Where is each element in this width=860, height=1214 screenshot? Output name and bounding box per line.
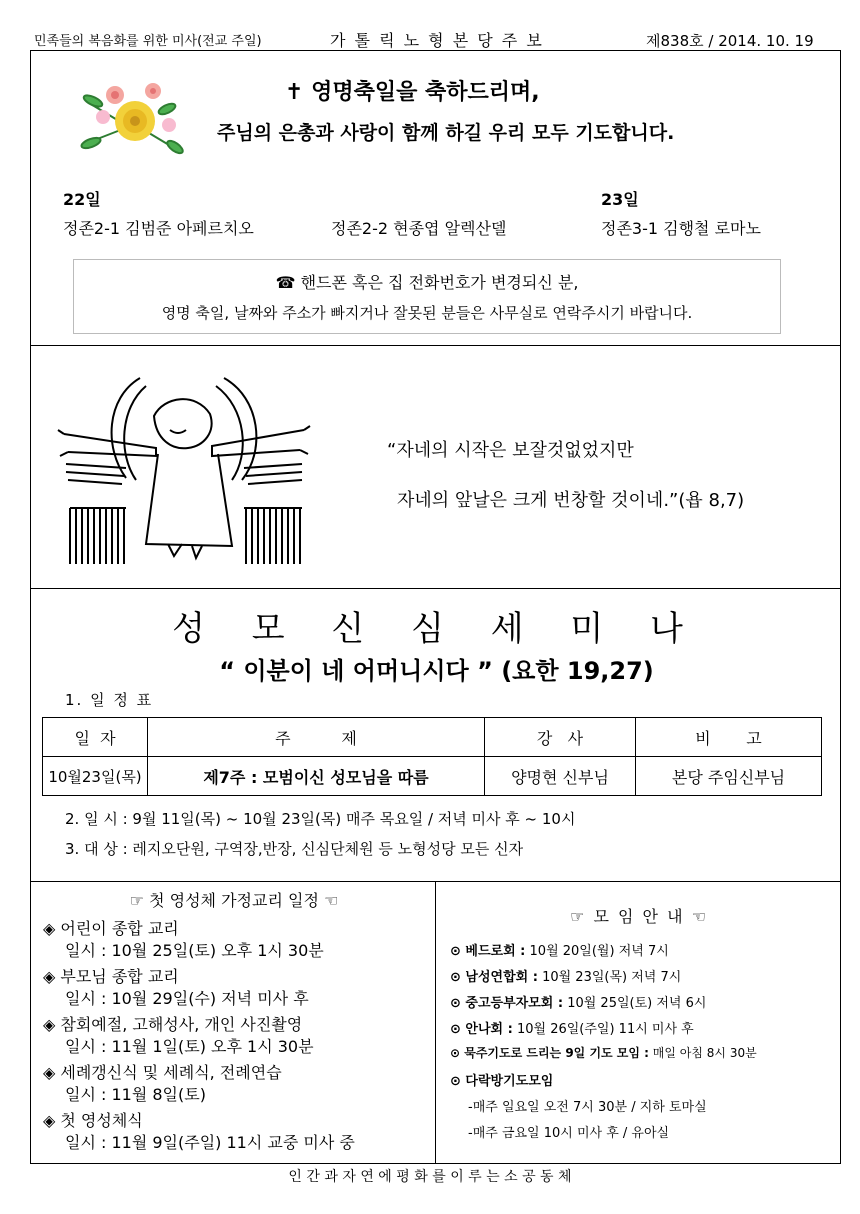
meeting-item-5-detail: 매일 아침 8시 30분 xyxy=(648,1046,757,1060)
communion-item-1-title: ◈ 어린이 종합 교리 xyxy=(43,919,179,938)
communion-title: ☞ 첫 영성체 가정교리 일정 ☜ xyxy=(129,891,339,910)
table-cell-note: 본당 주임신부님 xyxy=(636,757,822,796)
contact-notice-line-2: 영명 축일, 날짜와 주소가 빠지거나 잘못된 분들은 사무실로 연락주시기 바랍니다. xyxy=(161,304,693,322)
contact-notice-line-1: ☎ 핸드폰 혹은 집 전화번호가 변경되신 분, xyxy=(275,273,579,292)
schedule-label: 1. 일 정 표 xyxy=(65,691,154,709)
meeting-item-1-name: ⊙ 베드로회 : xyxy=(450,944,526,959)
seminar-title: 성 모 신 심 세 미 나 xyxy=(172,609,701,649)
meeting-item-5 xyxy=(450,1044,757,1061)
communion-item-2-date: 일시 : 10월 29일(수) 저녁 미사 후 xyxy=(65,989,309,1008)
flower-bouquet-icon xyxy=(79,73,187,159)
seminar-when: 2. 일 시 : 9월 11일(목) ~ 10월 23일(목) 매주 목요일 / 저녁 미사 후 ~ 10시 xyxy=(65,810,576,828)
meeting-item-2-name: ⊙ 남성연합회 : xyxy=(450,970,538,985)
meetings-title: ☞ 모 임 안 내 ☜ xyxy=(570,907,708,926)
footer-motto: 인 간 과 자 연 에 평 화 를 이 루 는 소 공 동 체 xyxy=(288,1169,572,1185)
communion-item-3-date: 일시 : 11월 1일(토) 오후 1시 30분 xyxy=(65,1037,314,1056)
table-header-speaker: 강 사 xyxy=(485,718,636,757)
seminar-section xyxy=(30,588,841,882)
table-header-date: 일 자 xyxy=(43,718,148,757)
nameday-subtitle: 주님의 은총과 사랑이 함께 하길 우리 모두 기도합니다. xyxy=(217,122,675,144)
meeting-item-2 xyxy=(450,966,681,985)
quote-line-2: 자네의 앞날은 크게 번창할 것이네.”(욥 8,7) xyxy=(397,490,745,511)
table-cell-topic: 제7주 : 모범이신 성모님을 따름 xyxy=(148,757,485,796)
communion-item-2-title: ◈ 부모님 종합 교리 xyxy=(43,967,179,986)
meeting-item-4-name: ⊙ 안나회 : xyxy=(450,1022,513,1037)
meeting-item-4 xyxy=(450,1018,694,1037)
meeting-upper-room-schedule-1: -매주 일요일 오전 7시 30분 / 지하 토마실 xyxy=(468,1100,707,1115)
table-row xyxy=(43,757,822,796)
nameday-person-3: 정존3-1 김행철 로마노 xyxy=(601,219,761,238)
meeting-item-3-detail: 10월 25일(토) 저녁 6시 xyxy=(563,996,707,1011)
meeting-item-2-detail: 10월 23일(목) 저녁 7시 xyxy=(537,970,682,985)
quote-section xyxy=(30,345,841,589)
meetings-section xyxy=(435,881,841,1164)
communion-item-3-title: ◈ 참회예절, 고해성사, 개인 사진촬영 xyxy=(43,1015,303,1034)
header-issue-date: 제838호 / 2014. 10. 19 xyxy=(646,32,814,50)
contact-notice-box xyxy=(73,259,781,334)
seminar-subtitle: “ 이분이 네 어머니시다 ” (요한 19,27) xyxy=(219,657,654,685)
nameday-day-23: 23일 xyxy=(601,190,639,209)
header-bulletin-name: 가 톨 릭 노 형 본 당 주 보 xyxy=(330,31,544,50)
meeting-item-6 xyxy=(450,1070,553,1089)
nameday-title: ✝ 영명축일을 축하드리며, xyxy=(285,80,540,105)
table-header-note: 비 고 xyxy=(636,718,822,757)
nameday-day-22: 22일 xyxy=(63,190,101,209)
communion-item-4-title: ◈ 세례갱신식 및 세례식, 전례연습 xyxy=(43,1063,282,1082)
meeting-item-4-detail: 10월 26일(주일) 11시 미사 후 xyxy=(512,1022,694,1037)
meeting-item-5-name: ⊙ 묵주기도로 드리는 9일 기도 모임 : xyxy=(450,1046,649,1060)
seminar-who: 3. 대 상 : 레지오단원, 구역장,반장, 신심단체원 등 노형성당 모든 신자 xyxy=(65,840,524,858)
table-header-topic: 주 제 xyxy=(148,718,485,757)
risen-figure-illustration-icon xyxy=(56,368,316,564)
seminar-schedule-table xyxy=(42,717,822,796)
meeting-item-1 xyxy=(450,940,669,959)
communion-item-4-date: 일시 : 11월 8일(토) xyxy=(65,1085,206,1104)
nameday-section xyxy=(30,50,841,346)
communion-item-5-date: 일시 : 11월 9일(주일) 11시 교중 미사 중 xyxy=(65,1133,355,1152)
nameday-person-2: 정존2-2 현종엽 알렉산델 xyxy=(331,219,507,238)
meeting-item-3-name: ⊙ 중고등부자모회 : xyxy=(450,996,564,1011)
meeting-item-1-detail: 10월 20일(월) 저녁 7시 xyxy=(525,944,669,959)
communion-item-1-date: 일시 : 10월 25일(토) 오후 1시 30분 xyxy=(65,941,324,960)
meeting-item-6-name: ⊙ 다락방기도모임 xyxy=(450,1074,554,1089)
header-mass-title: 민족들의 복음화를 위한 미사(전교 주일) xyxy=(34,34,262,49)
first-communion-section xyxy=(30,881,436,1164)
quote-line-1: “자네의 시작은 보잘것없었지만 xyxy=(387,440,634,461)
nameday-person-1: 정존2-1 김범준 아페르치오 xyxy=(63,219,254,238)
table-header-row xyxy=(43,718,822,757)
communion-item-5-title: ◈ 첫 영성체식 xyxy=(43,1111,143,1130)
table-cell-date: 10월23일(목) xyxy=(43,757,148,796)
meeting-upper-room-schedule-2: -매주 금요일 10시 미사 후 / 유아실 xyxy=(468,1126,670,1141)
table-cell-speaker: 양명현 신부님 xyxy=(485,757,636,796)
meeting-item-3 xyxy=(450,992,706,1011)
